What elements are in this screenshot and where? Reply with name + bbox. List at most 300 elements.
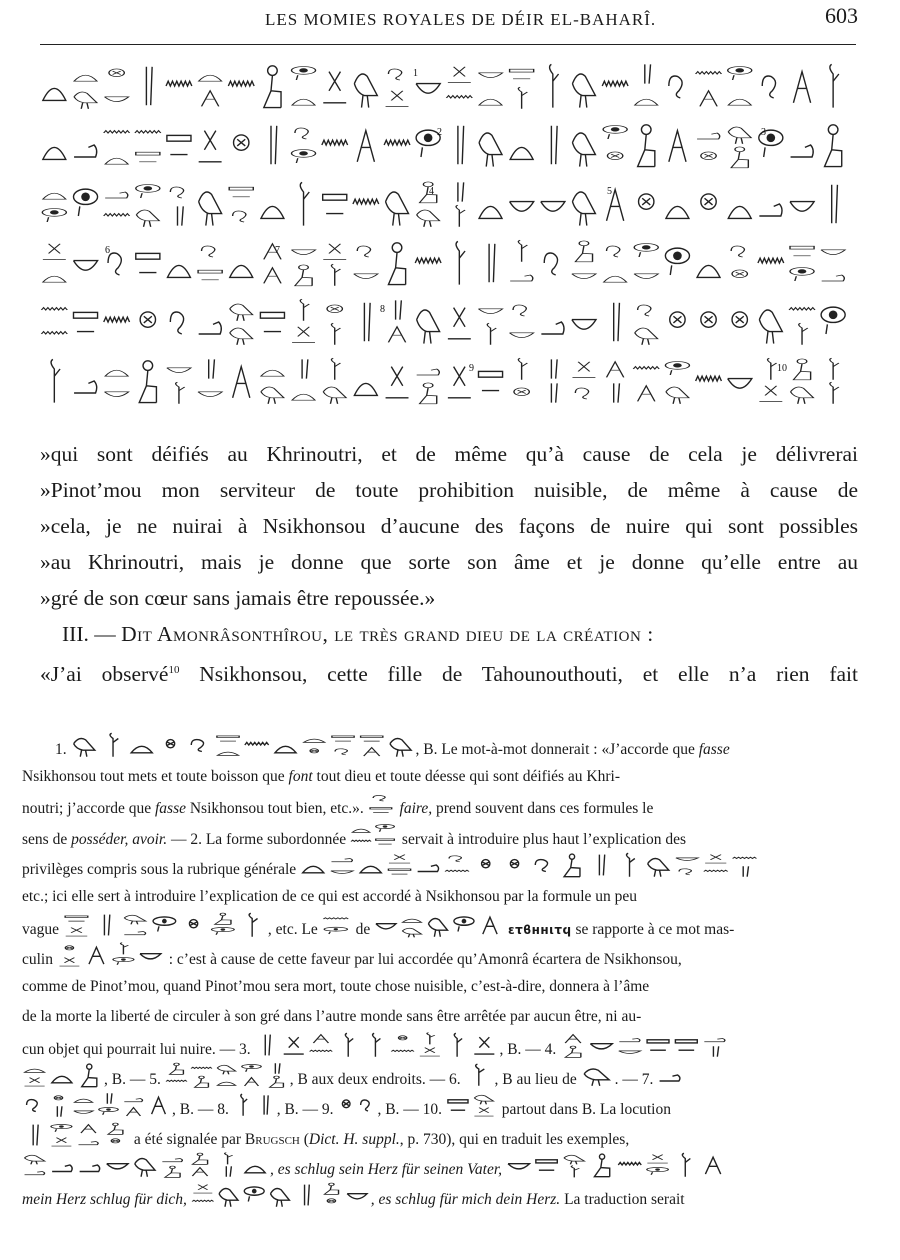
hieroglyph-sign	[303, 739, 324, 753]
footnote-line	[55, 732, 858, 762]
hieroglyph-sign	[428, 919, 447, 937]
hieroglyph-sign	[361, 1100, 370, 1111]
hieroglyph-sign	[135, 1159, 155, 1177]
hieroglyph-sign	[728, 206, 751, 218]
hieroglyph-sign	[74, 145, 97, 157]
hieroglyph-sign	[323, 358, 346, 404]
hieroglyph-sign	[478, 371, 502, 390]
hieroglyph-sign	[697, 133, 720, 160]
hieroglyph-sign	[229, 187, 253, 222]
hieroglyph-sign	[564, 854, 580, 877]
hieroglyph-sign	[665, 248, 689, 275]
hieroglyph-sign	[458, 126, 464, 164]
footnote-text: , B aux deux endroits. — 6.	[289, 1071, 465, 1089]
hieroglyph-sign	[475, 1064, 484, 1086]
hieroglyph-sign	[448, 1100, 468, 1110]
hieroglyph-sign	[152, 1097, 166, 1114]
hieroglyph-sign	[759, 204, 782, 216]
hieroglyph-sign	[762, 76, 775, 98]
hieroglyph-sign	[647, 1040, 669, 1050]
hieroglyph-sign	[73, 312, 97, 331]
hieroglyph-sign	[603, 126, 627, 160]
hieroglyph-sign	[564, 1155, 584, 1177]
hieroglyph-sign	[483, 917, 497, 934]
hieroglyph-sign	[536, 1160, 557, 1170]
hieroglyph-sign	[107, 1164, 128, 1169]
hieroglyph-sign	[665, 362, 689, 404]
hieroglyph-sign	[370, 796, 392, 813]
hieroglyph-sign	[170, 187, 183, 226]
translation-line	[40, 652, 858, 688]
hieroglyph-sign	[789, 308, 815, 345]
hieroglyph-sign	[759, 310, 782, 344]
hieroglyph-sign	[264, 66, 281, 108]
hieroglyph-sign	[304, 1185, 309, 1206]
footnote-line	[22, 1152, 858, 1182]
hieroglyph-sign	[388, 300, 405, 342]
header-rule	[40, 44, 856, 45]
hieroglyph-sign	[676, 1040, 698, 1050]
hieroglyph-sign	[323, 194, 347, 213]
hieroglyph-sign	[618, 1162, 641, 1165]
hieroglyph-sign	[732, 312, 747, 327]
hieroglyph-sign	[261, 370, 284, 404]
hieroglyph-sign	[648, 859, 669, 877]
hieroglyph-sign	[89, 947, 104, 964]
hieroglyph-sign	[52, 1076, 72, 1083]
hieroglyph-group	[233, 1093, 277, 1122]
hieroglyph-sign	[633, 367, 659, 402]
italic-text: font	[288, 768, 313, 785]
hieroglyph-sign	[230, 265, 253, 277]
hieroglyph-sign	[635, 305, 658, 345]
running-head	[40, 0, 858, 38]
hieroglyph-sign	[43, 244, 66, 282]
footnote-line	[22, 912, 858, 942]
translation-line: »cela, je ne nuirai à Nsikhonsou d’aucune des façons de nuire qui sont possibles	[40, 514, 858, 538]
hieroglyph-sign	[42, 193, 66, 222]
hieroglyph-group	[22, 1062, 104, 1092]
footnote-text: privilèges compris sous la rubrique générale	[22, 861, 301, 879]
hieroglyph-sign	[830, 64, 839, 107]
hieroglyph-sign	[25, 1069, 45, 1086]
hieroglyph-sign	[791, 359, 814, 404]
hieroglyph-sign	[51, 359, 60, 402]
hieroglyph-sign	[420, 1033, 440, 1056]
hieroglyph-group	[322, 913, 352, 942]
footnote-text: sens de	[22, 831, 72, 849]
hieroglyph-sign	[191, 1067, 212, 1087]
hieroglyph-sign	[27, 1100, 38, 1112]
hieroglyph-sign	[551, 126, 557, 164]
quote-start: «J’ai observé	[40, 662, 169, 687]
hieroglyph-sign	[704, 1039, 725, 1057]
hieroglyph-group	[657, 1063, 685, 1092]
hieroglyph-sign	[639, 194, 654, 209]
footnote-line	[22, 762, 858, 792]
hieroglyph-sign	[234, 135, 249, 150]
hieroglyph-sign	[510, 147, 533, 159]
hieroglyph-sign	[351, 829, 371, 841]
hieroglyph-sign	[614, 303, 620, 341]
hieroglyph-sign	[482, 860, 490, 868]
hieroglyph-sign	[389, 739, 410, 757]
hieroglyph-sign	[418, 865, 439, 872]
hieroglyph-sign	[291, 128, 315, 163]
hieroglyph-sign	[602, 81, 628, 86]
hieroglyph-sign	[140, 312, 155, 327]
hieroglyph-sign	[261, 206, 284, 218]
hieroglyph-line-5	[40, 298, 850, 346]
footnote-line	[22, 1092, 858, 1122]
hieroglyph-sign	[270, 1189, 289, 1207]
hieroglyph-sign	[415, 258, 441, 263]
hieroglyph-sign	[244, 1187, 264, 1202]
hieroglyph-sign	[510, 305, 534, 338]
translation-line: »qui sont déifiés au Khrinoutri, et de même qu’à cause de cela je délivrerai	[40, 442, 858, 466]
hieroglyph-sign	[360, 866, 381, 873]
footnote-line: de la morte la liberté de circuler à son gré dans l’autre monde sans être arrêtée par aucun être, ni au-	[22, 1008, 642, 1025]
footnote-text: , p. 730), qui en traduit les exemples,	[399, 1131, 630, 1149]
hieroglyph-sign	[541, 202, 565, 212]
hieroglyph-sign	[225, 1153, 233, 1177]
line-marker: 5	[607, 186, 612, 197]
hieroglyph-sign	[728, 67, 752, 106]
hieroglyph-sign	[364, 303, 370, 341]
hieroglyph-sign	[354, 74, 377, 108]
hieroglyph-sign	[388, 855, 410, 875]
hieroglyph-sign	[448, 367, 471, 398]
hieroglyph-sign	[474, 1095, 493, 1116]
hieroglyph-sign	[331, 736, 353, 755]
section-heading	[40, 616, 858, 652]
footnote-text: , B au lieu de	[494, 1071, 581, 1089]
hieroglyph-group	[300, 852, 760, 882]
hieroglyph-sign	[386, 192, 409, 226]
hieroglyph-sign	[510, 69, 534, 109]
hieroglyph-line-2	[40, 121, 850, 169]
hieroglyph-sign	[266, 1035, 271, 1056]
footnote-marker: 10	[168, 664, 180, 676]
footnote-text: culin	[22, 951, 57, 969]
hieroglyph-sign	[510, 860, 518, 868]
hieroglyph-sign	[104, 131, 130, 165]
hieroglyph-sign	[104, 915, 109, 936]
hieroglyph-sign	[191, 740, 203, 752]
hieroglyph-sign	[260, 312, 284, 331]
hieroglyph-sign	[660, 1075, 680, 1081]
hieroglyph-sign	[110, 733, 118, 756]
hieroglyph-sign	[166, 81, 192, 86]
hieroglyph-sign	[105, 370, 129, 396]
hieroglyph-sign	[402, 919, 421, 937]
hieroglyph-sign	[166, 1063, 187, 1081]
line-marker: 4	[429, 186, 434, 197]
hieroglyph-sign	[705, 1157, 720, 1174]
hieroglyph-sign	[59, 946, 79, 966]
hieroglyph-sign	[791, 145, 814, 157]
hieroglyph-sign	[704, 855, 728, 872]
hieroglyph-sign	[139, 361, 156, 403]
hieroglyph-sign	[790, 246, 814, 281]
hieroglyph-sign	[731, 246, 747, 278]
hieroglyph-sign	[455, 1033, 463, 1056]
hieroglyph-sign	[135, 131, 161, 162]
hieroglyph-group	[581, 1063, 615, 1092]
hieroglyph-sign	[74, 1099, 93, 1113]
hieroglyph-sign	[417, 310, 440, 344]
hieroglyph-sign	[572, 133, 595, 167]
hieroglyph-sign	[456, 241, 465, 284]
hieroglyph-sign	[78, 1125, 98, 1145]
hieroglyph-sign	[170, 312, 183, 334]
hieroglyph-sign	[199, 131, 222, 162]
hieroglyph-sign	[80, 1165, 100, 1172]
hieroglyph-sign	[478, 309, 502, 345]
italic-text: Dict. H. suppl.	[308, 1131, 400, 1149]
hieroglyph-sign	[104, 317, 130, 322]
hieroglyph-sign	[619, 1039, 641, 1054]
hieroglyph-sign	[446, 67, 472, 98]
hieroglyph-sign	[357, 131, 374, 162]
hieroglyph-sign	[323, 244, 346, 286]
hieroglyph-sign	[199, 75, 222, 106]
footnote-line	[22, 822, 858, 852]
hieroglyph-sign	[475, 1037, 495, 1054]
hieroglyph-sign	[310, 1035, 333, 1052]
italic-text: fasse	[154, 800, 186, 818]
hieroglyph-group	[368, 792, 396, 822]
hieroglyph-sign	[291, 250, 315, 286]
hieroglyph-sign	[701, 312, 716, 327]
hieroglyph-sign	[242, 1064, 261, 1086]
hieroglyph-sign	[74, 75, 97, 109]
hieroglyph-sign	[124, 1099, 142, 1117]
hieroglyph-group	[22, 1152, 270, 1182]
hieroglyph-sign	[510, 202, 534, 212]
line-marker: 8	[380, 304, 385, 315]
footnote-line	[22, 1032, 858, 1062]
footnote-text: vague	[22, 921, 63, 939]
page-number: 603	[825, 3, 858, 28]
hieroglyph-sign	[166, 740, 174, 748]
hieroglyph-sign	[211, 913, 234, 935]
hieroglyph-sign	[228, 81, 254, 86]
hieroglyph-sign	[696, 72, 722, 107]
hieroglyph-sign	[189, 920, 197, 928]
hieroglyph-sign	[790, 202, 814, 212]
hieroglyph-group	[22, 1122, 130, 1152]
hieroglyph-sign	[292, 359, 315, 400]
hieroglyph-sign	[376, 824, 395, 844]
hieroglyph-sign	[199, 322, 222, 334]
hieroglyph-sign	[454, 917, 474, 932]
hieroglyph-sign	[456, 182, 465, 226]
footnote-text: — 2. La forme subordonnée	[167, 831, 351, 849]
hieroglyph-sign	[74, 381, 97, 393]
hieroglyph-sign	[25, 1155, 45, 1175]
hieroglyph-group	[465, 1063, 495, 1092]
hieroglyph-sign	[33, 1125, 38, 1146]
hieroglyph-group	[71, 732, 416, 762]
hieroglyph-sign	[825, 125, 842, 167]
hieroglyph-sign	[323, 72, 346, 103]
hieroglyph-sign	[565, 1035, 581, 1058]
hieroglyph-sign	[758, 258, 784, 263]
italic-text: , es schlug für mich dein Herz.	[370, 1191, 561, 1209]
footnotes	[22, 732, 858, 1212]
hieroglyph-group	[191, 1182, 371, 1212]
hieroglyph-sign	[54, 1096, 62, 1117]
hieroglyph-sign	[376, 924, 396, 929]
hieroglyph-sign	[51, 1124, 72, 1146]
hieroglyph-sign	[230, 304, 253, 345]
hieroglyph-sign	[572, 192, 595, 226]
hieroglyph-sign	[167, 265, 190, 277]
hieroglyph-sign	[572, 362, 595, 399]
hieroglyph-sign	[146, 67, 152, 105]
hieroglyph-sign	[73, 261, 97, 271]
hieroglyph-sign	[635, 64, 658, 105]
footnote-line	[22, 942, 858, 972]
hieroglyph-sign	[82, 1064, 97, 1087]
hieroglyph-sign	[354, 383, 377, 395]
footnote-text: , B. Le mot-à-mot donnerait : «J’accorde que	[415, 741, 699, 759]
hieroglyph-sign	[594, 1154, 609, 1177]
hieroglyph-sign	[360, 736, 382, 756]
hieroglyph-sign	[510, 240, 533, 281]
hieroglyph-sign	[249, 913, 257, 936]
hieroglyph-sign	[821, 250, 845, 281]
hieroglyph-group	[446, 1092, 498, 1122]
hieroglyph-sign	[271, 126, 277, 164]
hieroglyph-sign	[198, 359, 222, 396]
line-marker: 1	[413, 68, 418, 79]
hieroglyph-line-4	[40, 239, 850, 287]
hieroglyph-sign	[544, 253, 557, 275]
hieroglyph-sign	[670, 312, 685, 327]
hieroglyph-sign	[696, 376, 722, 381]
hieroglyph-sign	[392, 1036, 415, 1052]
footnote-text: , B. — 10.	[377, 1101, 446, 1119]
hieroglyph-sign	[52, 1165, 72, 1172]
hieroglyph-sign	[386, 367, 409, 398]
footnote-text: La traduction serait	[560, 1191, 685, 1209]
hieroglyph-sign	[108, 1123, 123, 1143]
hieroglyph-sign	[192, 1185, 213, 1202]
hieroglyph-sign	[104, 192, 130, 216]
footnote-text: tout dieu et toute déesse qui sont déifiés au Khri-	[312, 768, 620, 785]
hieroglyph-sign	[291, 67, 315, 106]
hieroglyph-sign	[136, 185, 160, 227]
italic-text: faire,	[399, 800, 433, 818]
footnote-text: cun objet qui pourrait lui nuire. — 3.	[22, 1041, 255, 1059]
hieroglyph-sign	[647, 1155, 668, 1175]
hieroglyph-group	[560, 1032, 730, 1062]
footnote-text: Nsikhonsou tout bien, etc.».	[185, 800, 368, 818]
hieroglyph-sign	[572, 241, 596, 279]
hieroglyphic-text-block	[40, 62, 850, 422]
hieroglyph-sign	[124, 915, 146, 935]
hieroglyph-sign	[41, 308, 67, 334]
translation-line: »au Khrinoutri, mais je donne que sorte son âme et je donne qu’elle entre au	[40, 550, 858, 574]
hieroglyph-sign	[669, 76, 682, 98]
hieroglyph-sign	[604, 246, 627, 282]
footnote-text: Nsikhonsou tout mets et toute boisson que	[22, 768, 289, 785]
hieroglyph-sign	[793, 72, 810, 103]
hieroglyph-sign	[821, 307, 845, 334]
hieroglyph-sign	[445, 856, 469, 872]
hieroglyph-sign	[327, 305, 342, 345]
hieroglyph-sign	[322, 140, 348, 145]
hieroglyph-sign	[830, 358, 839, 404]
footnote-line	[22, 1182, 858, 1212]
hieroglyph-group	[57, 942, 165, 972]
hieroglyph-sign	[73, 739, 94, 757]
line-marker: 9	[469, 363, 474, 374]
hieroglyph-sign	[346, 1033, 354, 1056]
hieroglyph-sign	[73, 189, 97, 216]
author-name: Brugsch	[244, 1131, 300, 1149]
hieroglyph-sign	[572, 320, 596, 330]
footnote-text: (	[299, 1131, 309, 1149]
hieroglyph-sign	[733, 857, 757, 877]
footnote-line	[22, 852, 858, 882]
hieroglyph-sign	[478, 73, 502, 105]
hieroglyph-sign	[479, 206, 502, 218]
hieroglyph-sign	[136, 253, 160, 272]
hieroglyph-sign	[244, 742, 268, 745]
hieroglyph-sign	[607, 362, 624, 403]
footnote-text: , etc. Le	[267, 921, 322, 939]
hieroglyph-sign	[199, 192, 222, 226]
italic-text: , es schlug sein Herz für seinen Vater,	[270, 1161, 503, 1179]
quote-rest: Nsikhonsou, cette fille de Tahounouthouti, et elle n’a rien fait	[179, 662, 859, 687]
coptic-word: ετϐннιτϥ	[507, 923, 572, 938]
line-marker: 10	[777, 363, 787, 374]
running-title: LES MOMIES ROYALES DE DÉIR EL-BAHARÎ.	[265, 10, 657, 29]
hieroglyph-sign	[153, 917, 176, 932]
hieroglyph-sign	[551, 359, 557, 402]
hieroglyph-sign	[448, 308, 471, 339]
footnote-text: noutri; j’accorde que	[22, 800, 155, 818]
italic-text: posséder, avoir.	[71, 831, 168, 849]
hieroglyph-group	[506, 1152, 728, 1182]
hieroglyph-group	[165, 1062, 290, 1092]
hieroglyph-sign	[676, 858, 698, 875]
hieroglyph-sign	[347, 1194, 367, 1199]
footnote-line	[22, 1122, 858, 1152]
hieroglyph-sign	[572, 74, 595, 108]
hieroglyph-sign	[233, 367, 250, 398]
hieroglyph-sign	[591, 1044, 613, 1049]
hieroglyph-sign	[669, 131, 686, 162]
footnote-text: , B. — 8.	[172, 1101, 233, 1119]
footnote-text: , B. — 4.	[499, 1041, 561, 1059]
hieroglyph-sign	[284, 1037, 304, 1054]
hieroglyph-sign	[43, 147, 66, 159]
hieroglyph-sign	[217, 1065, 235, 1085]
line-marker: 7	[275, 245, 280, 256]
footnote-line	[22, 792, 858, 822]
hieroglyph-sign	[550, 64, 559, 107]
hieroglyph-group	[337, 1093, 377, 1122]
hieroglyph-sign	[416, 84, 440, 94]
hieroglyph-sign	[627, 853, 635, 876]
footnote-text: a été signalée par	[130, 1131, 245, 1149]
section-heading-text: Dit Amonrâsonthîrou, le très grand dieu de la création :	[121, 622, 654, 646]
hieroglyph-sign	[638, 125, 655, 167]
